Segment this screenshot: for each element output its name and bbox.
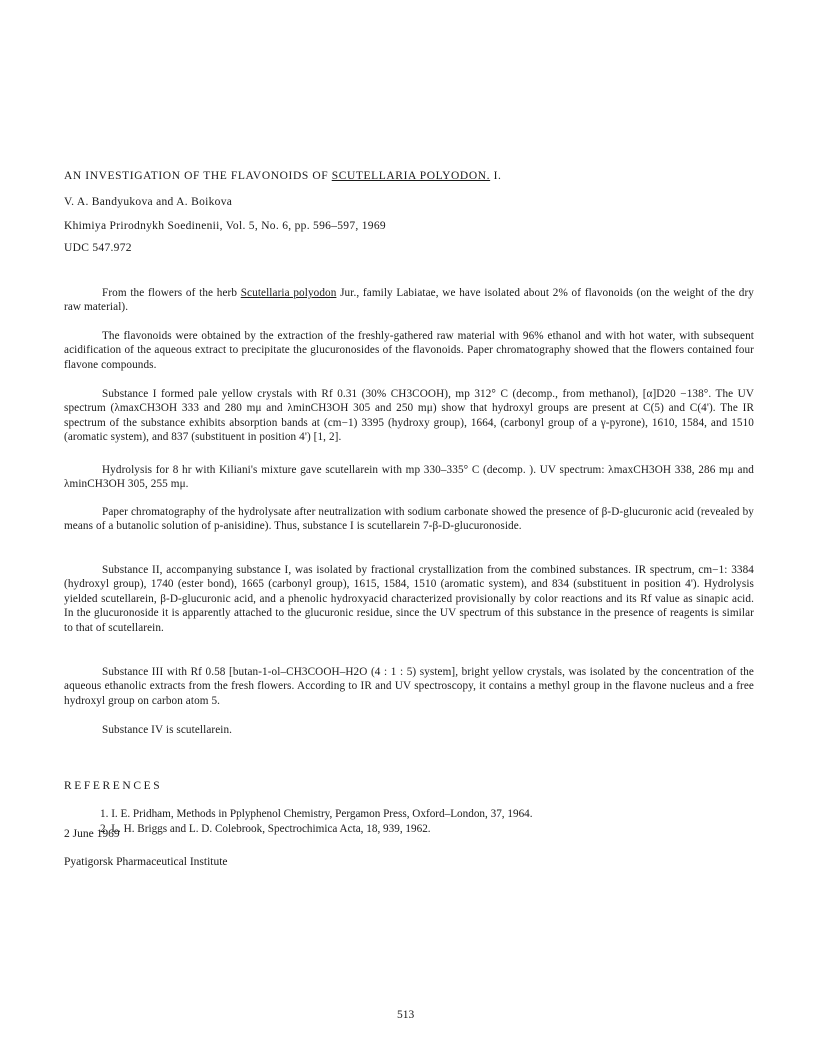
udc-code: UDC 547.972 <box>64 242 132 254</box>
p1-text-b: Jur., family Labiatae, we have isolated about 2% of flavonoids (on the weight of the dry raw material). <box>64 287 754 314</box>
references-heading: REFERENCES <box>64 780 163 792</box>
journal-citation: Khimiya Prirodnykh Soedinenii, Vol. 5, No. 6, pp. 596–597, 1969 <box>64 220 386 232</box>
paragraph-1 <box>64 286 754 315</box>
p1-species: Scutellaria polyodon <box>240 287 337 299</box>
reference-item: 1. I. E. Pridham, Methods in Pplyphenol Chemistry, Pergamon Press, Oxford–London, 37, 1964. <box>100 808 533 820</box>
institute-name: Pyatigorsk Pharmaceutical Institute <box>64 856 228 868</box>
paragraph-7 <box>64 665 754 708</box>
paragraph-5 <box>64 505 754 534</box>
p6-text: Substance II, accompanying substance I, was isolated by fractional crystallization from the combined substances. IR spectrum, cm−1: 3384 (hydroxyl group), 1740 (ester bond), 1665 (carbonyl group), 1615, 1584, 1510 (aromatic system), and 834 (substituent in position 4'). Hydrolysis yielded scutellarein, β-D-glucuronic acid, and a phenolic hydroxyacid characterized provisionally by color reactions and its Rf value as sinapic acid. In the glucuronoside it is apparently attached to the glucuronic residue, since the UV spectrum of this substance in the presence of reagents is similar to that of scutellarein. <box>64 564 754 634</box>
p5-text: Paper chromatography of the hydrolysate after neutralization with sodium carbonate showed the presence of β-D-glucuronic acid (revealed by means of a butanolic solution of p-anisidine). Thus, substance I is scutellarein 7-β-D-glucuronoside. <box>64 506 754 533</box>
p2-text: The flavonoids were obtained by the extraction of the freshly-gathered raw material with 96% ethanol and with hot water, with subsequent acidification of the aqueous extract to precipitate the glucuronosides of the flavonoids. Paper chromatography showed that the flowers contained four flavone compounds. <box>64 330 754 371</box>
received-date: 2 June 1969 <box>64 828 120 840</box>
paragraph-8 <box>64 723 754 737</box>
paragraph-2 <box>64 329 754 372</box>
reference-item: 2. L. H. Briggs and L. D. Colebrook, Spectrochimica Acta, 18, 939, 1962. <box>100 823 431 835</box>
p8-text: Substance IV is scutellarein. <box>102 724 233 736</box>
paragraph-3 <box>64 387 754 445</box>
references-list <box>100 807 533 837</box>
title-prefix: AN INVESTIGATION OF THE FLAVONOIDS OF <box>64 170 332 182</box>
p7-text: Substance III with Rf 0.58 [butan-1-ol–CH3COOH–H2O (4 : 1 : 5) system], bright yellow crystals, was isolated by the concentration of the aqueous ethanolic extracts from the fresh flowers. According to IR and UV spectroscopy, it contains a methyl group in the flavone nucleus and a free hydroxyl group on carbon atom 5. <box>64 666 754 707</box>
paragraph-4 <box>64 463 754 492</box>
p3-text: Substance I formed pale yellow crystals with Rf 0.31 (30% CH3COOH), mp 312° C (decomp., from methanol), [α]D20 −138°. The UV spectrum (λmaxCH3OH 333 and 280 mμ and λminCH3OH 305 and 250 mμ) show that hydroxyl groups are present at C(5) and C(4'). The IR spectrum of the substance exhibits absorption bands at (cm−1) 3395 (hydroxy group), 1664, (carbonyl group of a γ-pyrone), 1610, 1584, and 1510 (aromatic system), and 837 (substituent in position 4') [1, 2]. <box>64 388 754 444</box>
paragraph-6 <box>64 563 754 635</box>
title-species: SCUTELLARIA POLYODON. <box>331 170 491 182</box>
p4-text: Hydrolysis for 8 hr with Kiliani's mixture gave scutellarein with mp 330–335° C (decomp. ). UV spectrum: λmaxCH3OH 338, 286 mμ and λminCH3OH 305, 255 mμ. <box>64 464 754 491</box>
page-number: 513 <box>397 1009 415 1021</box>
p1-text-a: From the flowers of the herb <box>102 287 241 299</box>
article-title <box>64 170 502 182</box>
title-suffix: I. <box>490 170 502 182</box>
authors: V. A. Bandyukova and A. Boikova <box>64 196 233 208</box>
